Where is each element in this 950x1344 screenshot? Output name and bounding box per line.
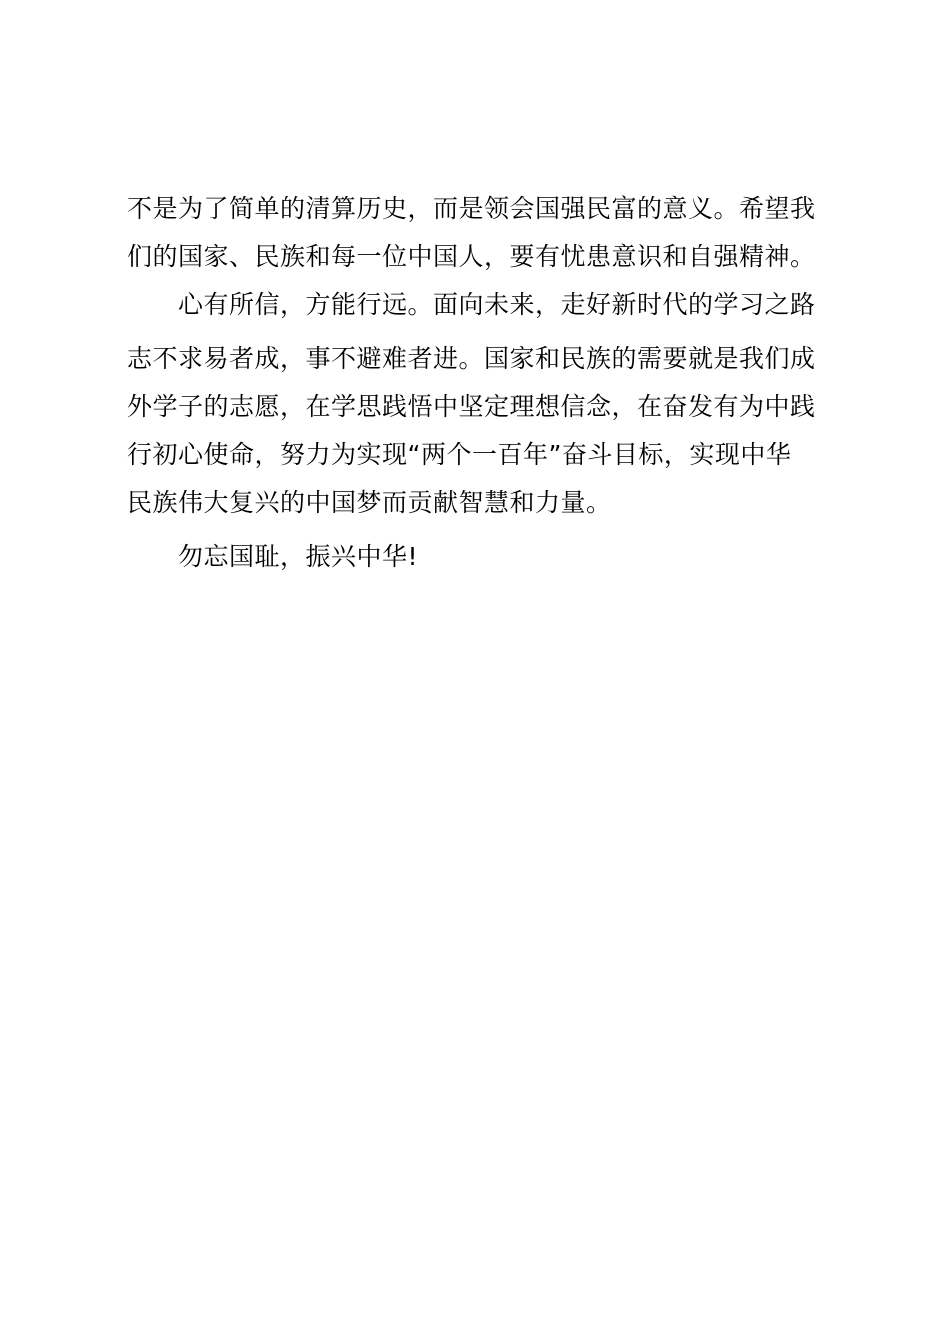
paragraph-1-line-1: 不是为了简单的清算历史，而是领会国强民富的意义。希望我 <box>127 194 816 223</box>
paragraph-2-line-3: 外学子的志愿，在学思践悟中坚定理想信念，在奋发有为中践 <box>127 392 816 421</box>
paragraph-2-line-5: 民族伟大复兴的中国梦而贡献智慧和力量。 <box>127 488 612 517</box>
paragraph-2-line-4: 行初心使命，努力为实现“两个一百年”奋斗目标，实现中华 <box>127 440 792 469</box>
paragraph-2-line-1: 心有所信，方能行远。面向未来，走好新时代的学习之路 <box>178 290 816 319</box>
paragraph-1-line-2: 们的国家、民族和每一位中国人，要有忧患意识和自强精神。 <box>127 242 816 271</box>
paragraph-2-line-2: 志不求易者成，事不避难者进。国家和民族的需要就是我们成 <box>127 344 816 373</box>
closing-slogan: 勿忘国耻，振兴中华! <box>178 542 419 571</box>
